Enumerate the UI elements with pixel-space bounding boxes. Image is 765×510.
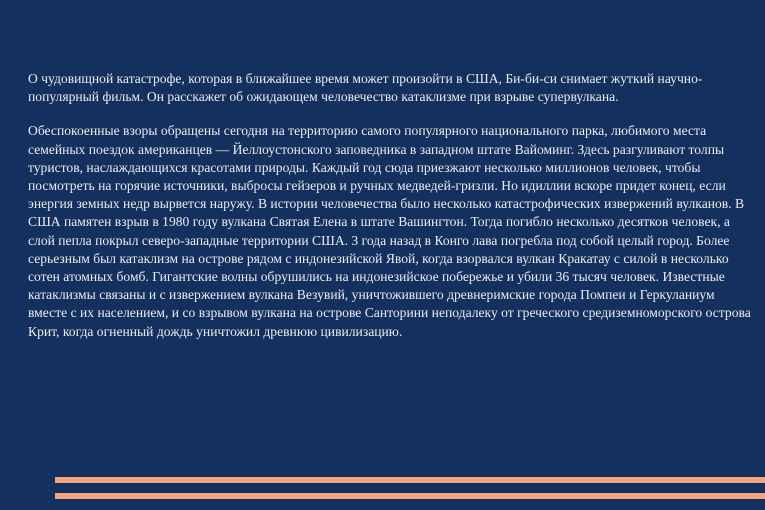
accent-bar-top <box>55 477 765 483</box>
accent-bar-bottom <box>55 493 765 499</box>
paragraph-main: Обеспокоенные взоры обращены сегодня на территорию самого популярного национального парка, любимого места семейных поездок американцев — Йеллоустонского заповедника в западном штате Вайоминг. Здесь разгуливают толпы туристов, наслаждающихся красотами природы. Каждый год сюда приезжают несколько миллионов человек, чтобы посмотреть на горячие источники, выбросы гейзеров и ручных медведей-гризли. Но идиллии вскоре придет конец, если энергия земных недр вырвется наружу. В истории человечества было несколько катастрофических извержений вулканов. В США памятен взрыв в 1980 году вулкана Святая Елена в штате Вашингтон. Тогда погибло несколько десятков человек, а слой пепла покрыл северо-западные территории США. 3 года назад в Конго лава погребла под собой целый город. Более серьезным был катаклизм на острове рядом с индонезийской Явой, когда взорвался вулкан Кракатау с силой в несколько сотен атомных бомб. Гигантские волны обрушились на индонезийское побережье и убили 36 тысяч человек. Известные катаклизмы связаны и с извержением вулкана Везувий, уничтожившего древнеримские города Помпеи и Геркуланиум вместе с их населением, и со взрывом вулкана на острове Санторини неподалеку от греческого средиземноморского острова Крит, когда огненный дождь уничтожил древнюю цивилизацию. <box>28 123 751 339</box>
paragraph-intro: О чудовищной катастрофе, которая в ближайшее время может произойти в США, Би-би-си снимает жуткий научно-популярный фильм. Он расскажет об ожидающем человечество катаклизме при взрыве супервулкана. <box>28 71 703 105</box>
slide-text-body <box>28 70 754 357</box>
